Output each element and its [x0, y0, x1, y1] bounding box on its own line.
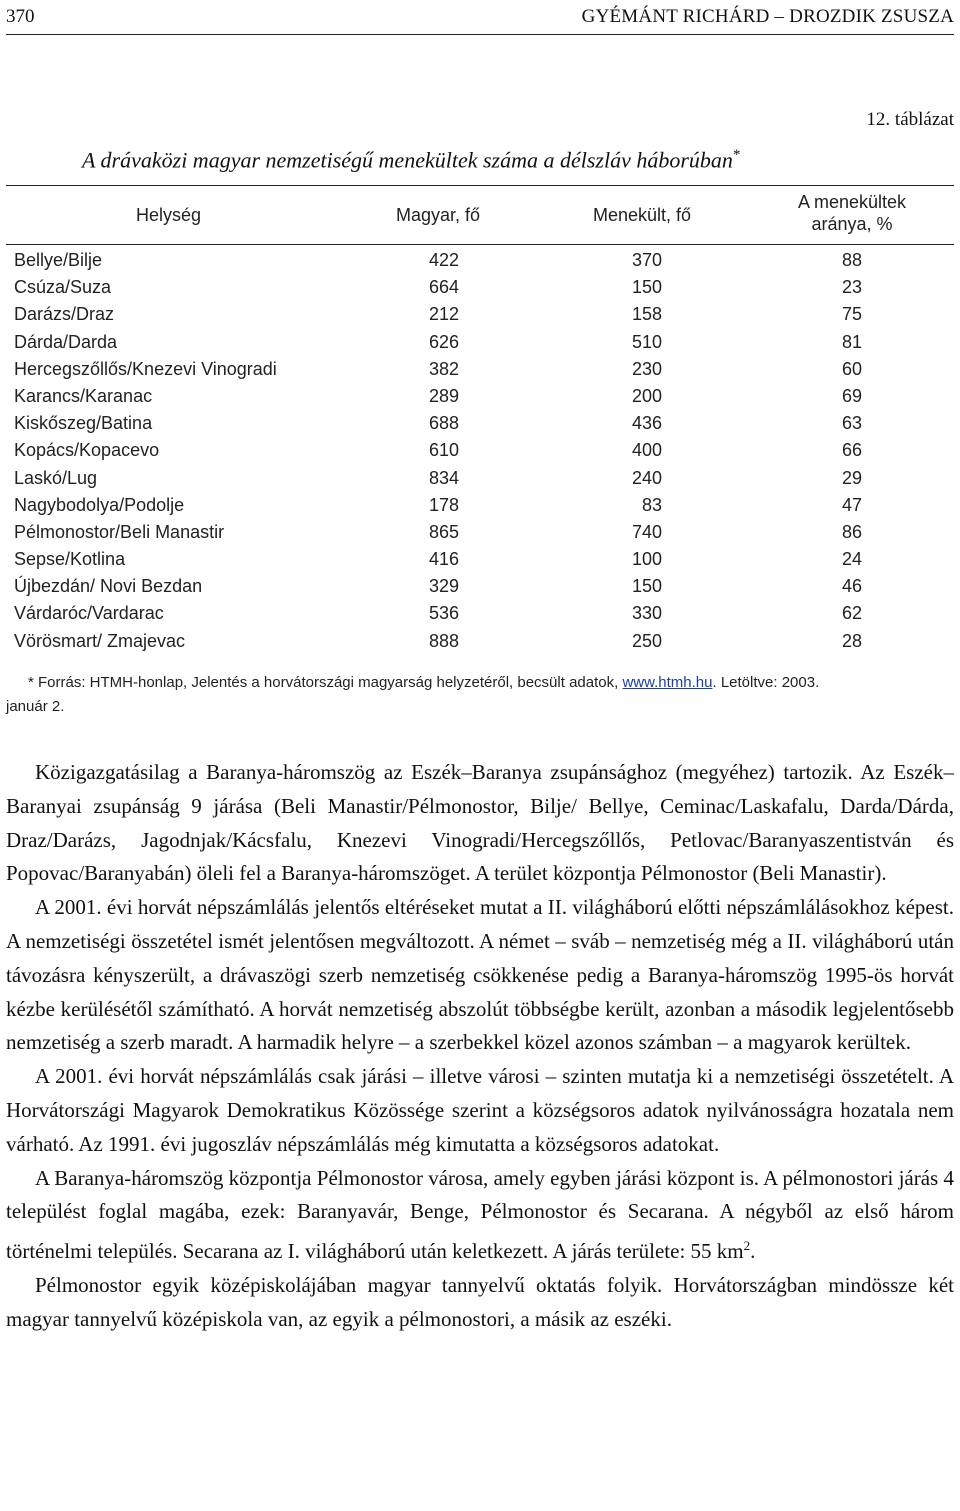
cell-hungarian: 178 — [428, 494, 459, 515]
cell-location: Újbezdán/ Novi Bezdan — [14, 576, 203, 597]
table-row — [6, 519, 954, 546]
cell-location: Pélmonostor/Beli Manastir — [14, 521, 225, 542]
cell-hungarian: 865 — [428, 521, 459, 542]
cell-refugees: 158 — [631, 304, 662, 325]
table-body — [6, 245, 954, 655]
cell-hungarian: 536 — [428, 603, 459, 624]
cell-refugees: 230 — [631, 358, 662, 379]
paragraph-5: Pélmonostor egyik középiskolájában magyar tannyelvű oktatás folyik. Horvátországban mindössze két magyar tannyelvű középiskola van, az egyik a pélmonostori, a másik az eszéki. — [6, 1272, 954, 1331]
cell-location: Bellye/Bilje — [14, 250, 103, 270]
cell-refugees: 510 — [631, 331, 662, 352]
paragraph-1: Közigazgatásilag a Baranya-háromszög az Eszék–Baranya zsupánsághoz (megyéhez) tartozik. Az Eszék–Baranyai zsupánság 9 járása (Beli Manastir/Pélmonostor, Bilje/ Bellye, Ceminac/Laskafalu, Darda/Dárda, Draz/Darázs, Jagodnjak/Kácsfalu, Knezevi Vinogradi/Hercegszőllős, Petlovac/Baranyaszentistván és Popovac/Baranyabán) öleli fel a Baranya-háromszöget. A terület központja Pélmonostor (Beli Manastir). — [6, 760, 954, 886]
cell-ratio: 81 — [841, 331, 862, 352]
cell-ratio: 28 — [841, 630, 862, 651]
cell-refugees: 400 — [631, 440, 662, 461]
cell-refugees: 250 — [631, 630, 662, 651]
table-row — [6, 628, 954, 655]
cell-refugees: 240 — [631, 467, 662, 488]
cell-ratio: 69 — [841, 385, 862, 406]
table-row — [6, 437, 954, 464]
cell-hungarian: 664 — [428, 277, 459, 298]
cell-ratio: 86 — [841, 521, 862, 542]
cell-ratio: 66 — [841, 440, 862, 461]
footnote-line-2: január 2. — [6, 698, 65, 715]
table-row — [6, 573, 954, 600]
table-row — [6, 410, 954, 437]
column-header-refugees: Menekült, fő — [593, 205, 692, 225]
cell-location: Darázs/Draz — [14, 304, 115, 325]
cell-refugees: 83 — [641, 494, 662, 515]
cell-ratio: 23 — [841, 277, 862, 298]
cell-refugees: 436 — [631, 413, 662, 434]
table-row — [6, 546, 954, 573]
cell-ratio: 29 — [841, 467, 862, 488]
paragraph-4 — [6, 1162, 954, 1269]
source-link[interactable]: www.htmh.hu — [622, 674, 713, 691]
table-row — [6, 329, 954, 356]
table-row — [6, 492, 954, 519]
table-title-text: A drávaközi magyar nemzetiségű menekültek száma a délszláv háborúban — [82, 147, 733, 173]
cell-refugees: 150 — [631, 576, 662, 597]
cell-ratio: 88 — [841, 250, 862, 270]
cell-location: Sepse/Kotlina — [14, 549, 126, 570]
paragraph-3: A 2001. évi horvát népszámlálás csak járási – illetve városi – szinten mutatja ki a nemzetiségi összetételt. A Horvátországi Magyarok Demokratikus Közössége szerint a községsoros adatok nyilvánosságra hozatala nem várható. Az 1991. évi jugoszláv népszámlálás még kimutatta a községsoros adatokat. — [6, 1064, 954, 1156]
cell-ratio: 24 — [841, 549, 862, 570]
cell-hungarian: 610 — [428, 440, 459, 461]
paragraph-4-end: . — [750, 1239, 756, 1264]
paragraph-4-text: A Baranya-háromszög központja Pélmonostor városa, amely egyben járási központ is. A pélmonostori járás 4 települést foglal magába, ezek: Baranyavár, Benge, Pélmonostor és Secarana. A négyből az első három történelmi település. Secarana az I. világháború után keletkezett. A járás területe: 55 km — [6, 1165, 954, 1264]
running-header — [6, 0, 954, 35]
table-row — [6, 383, 954, 410]
cell-hungarian: 834 — [428, 467, 459, 488]
footnote-marker: * — [732, 147, 741, 163]
cell-refugees: 740 — [631, 521, 662, 542]
table-row — [6, 301, 954, 328]
cell-hungarian: 289 — [428, 385, 459, 406]
footnote-date: . Letöltve: 2003. — [712, 674, 820, 691]
cell-location: Laskó/Lug — [14, 467, 98, 488]
column-header-hungarian: Magyar, fő — [396, 205, 481, 225]
cell-refugees: 150 — [631, 277, 662, 298]
cell-location: Kopács/Kopacevo — [14, 440, 160, 461]
cell-ratio: 63 — [841, 413, 862, 434]
column-header-ratio — [782, 191, 922, 235]
table-header — [6, 185, 954, 245]
refugee-table — [6, 185, 954, 655]
cell-hungarian: 382 — [428, 358, 459, 379]
table-label: 12. táblázat — [866, 109, 954, 130]
column-header-ratio-line2: aránya, % — [811, 214, 893, 234]
cell-ratio: 46 — [841, 576, 862, 597]
cell-ratio: 60 — [841, 358, 862, 379]
cell-location: Nagybodolya/Podolje — [14, 494, 185, 515]
table-footnote — [6, 671, 952, 719]
cell-location: Csúza/Suza — [14, 277, 112, 298]
cell-ratio: 47 — [841, 494, 862, 515]
cell-location: Vörösmart/ Zmajevac — [14, 630, 186, 651]
cell-location: Várdaróc/Vardarac — [14, 603, 164, 624]
cell-refugees: 330 — [631, 603, 662, 624]
cell-hungarian: 626 — [428, 331, 459, 352]
running-authors: GYÉMÁNT RICHÁRD – DROZDIK ZSUSZA — [581, 6, 954, 27]
cell-location: Dárda/Darda — [14, 331, 118, 352]
cell-refugees: 370 — [631, 250, 662, 270]
cell-hungarian: 888 — [428, 630, 459, 651]
column-header-location: Helység — [136, 205, 202, 225]
table-row — [6, 247, 954, 274]
table-row — [6, 356, 954, 383]
cell-hungarian: 422 — [428, 250, 459, 270]
cell-hungarian: 416 — [428, 549, 459, 570]
paragraph-2: A 2001. évi horvát népszámlálás jelentős eltéréseket mutat a II. világháború előtti népszámlálásokhoz képest. A nemzetiségi összetétel ismét jelentősen megváltozott. A német – sváb – nemzetiség még a II. világháború után távozásra kényszerült, a drávaszögi szerb nemzetiség csökkenése pedig a Baranya-háromszög 1995-ös horvát kézbe kerülésétől számítható. A horvát nemzetiség abszolút többségbe került, azonban a második legjelentősebb nemzetiség a szerb maradt. A harmadik helyre – a szerbekkel közel azonos számban – a magyarok kerültek. — [6, 895, 954, 1055]
cell-ratio: 62 — [841, 603, 862, 624]
cell-location: Kiskőszeg/Batina — [14, 413, 153, 434]
cell-hungarian: 212 — [428, 304, 459, 325]
table-row — [6, 465, 954, 492]
column-header-ratio-line1: A menekültek — [797, 192, 907, 212]
cell-ratio: 75 — [841, 304, 862, 325]
cell-location: Karancs/Karanac — [14, 385, 153, 406]
table-title — [82, 141, 740, 174]
footnote-line-1 — [6, 671, 952, 695]
body-text — [6, 756, 954, 1337]
table-row — [6, 600, 954, 627]
cell-location: Hercegszőllős/Knezevi Vinogradi — [14, 358, 277, 379]
page-number: 370 — [6, 6, 35, 27]
cell-refugees: 100 — [631, 549, 662, 570]
table-row — [6, 274, 954, 301]
footnote-text: * Forrás: HTMH-honlap, Jelentés a horvátországi magyarság helyzetéről, becsült adatok, — [28, 674, 619, 691]
cell-refugees: 200 — [631, 385, 662, 406]
cell-hungarian: 688 — [428, 413, 459, 434]
superscript-2: 2 — [743, 1238, 751, 1254]
cell-hungarian: 329 — [428, 576, 459, 597]
